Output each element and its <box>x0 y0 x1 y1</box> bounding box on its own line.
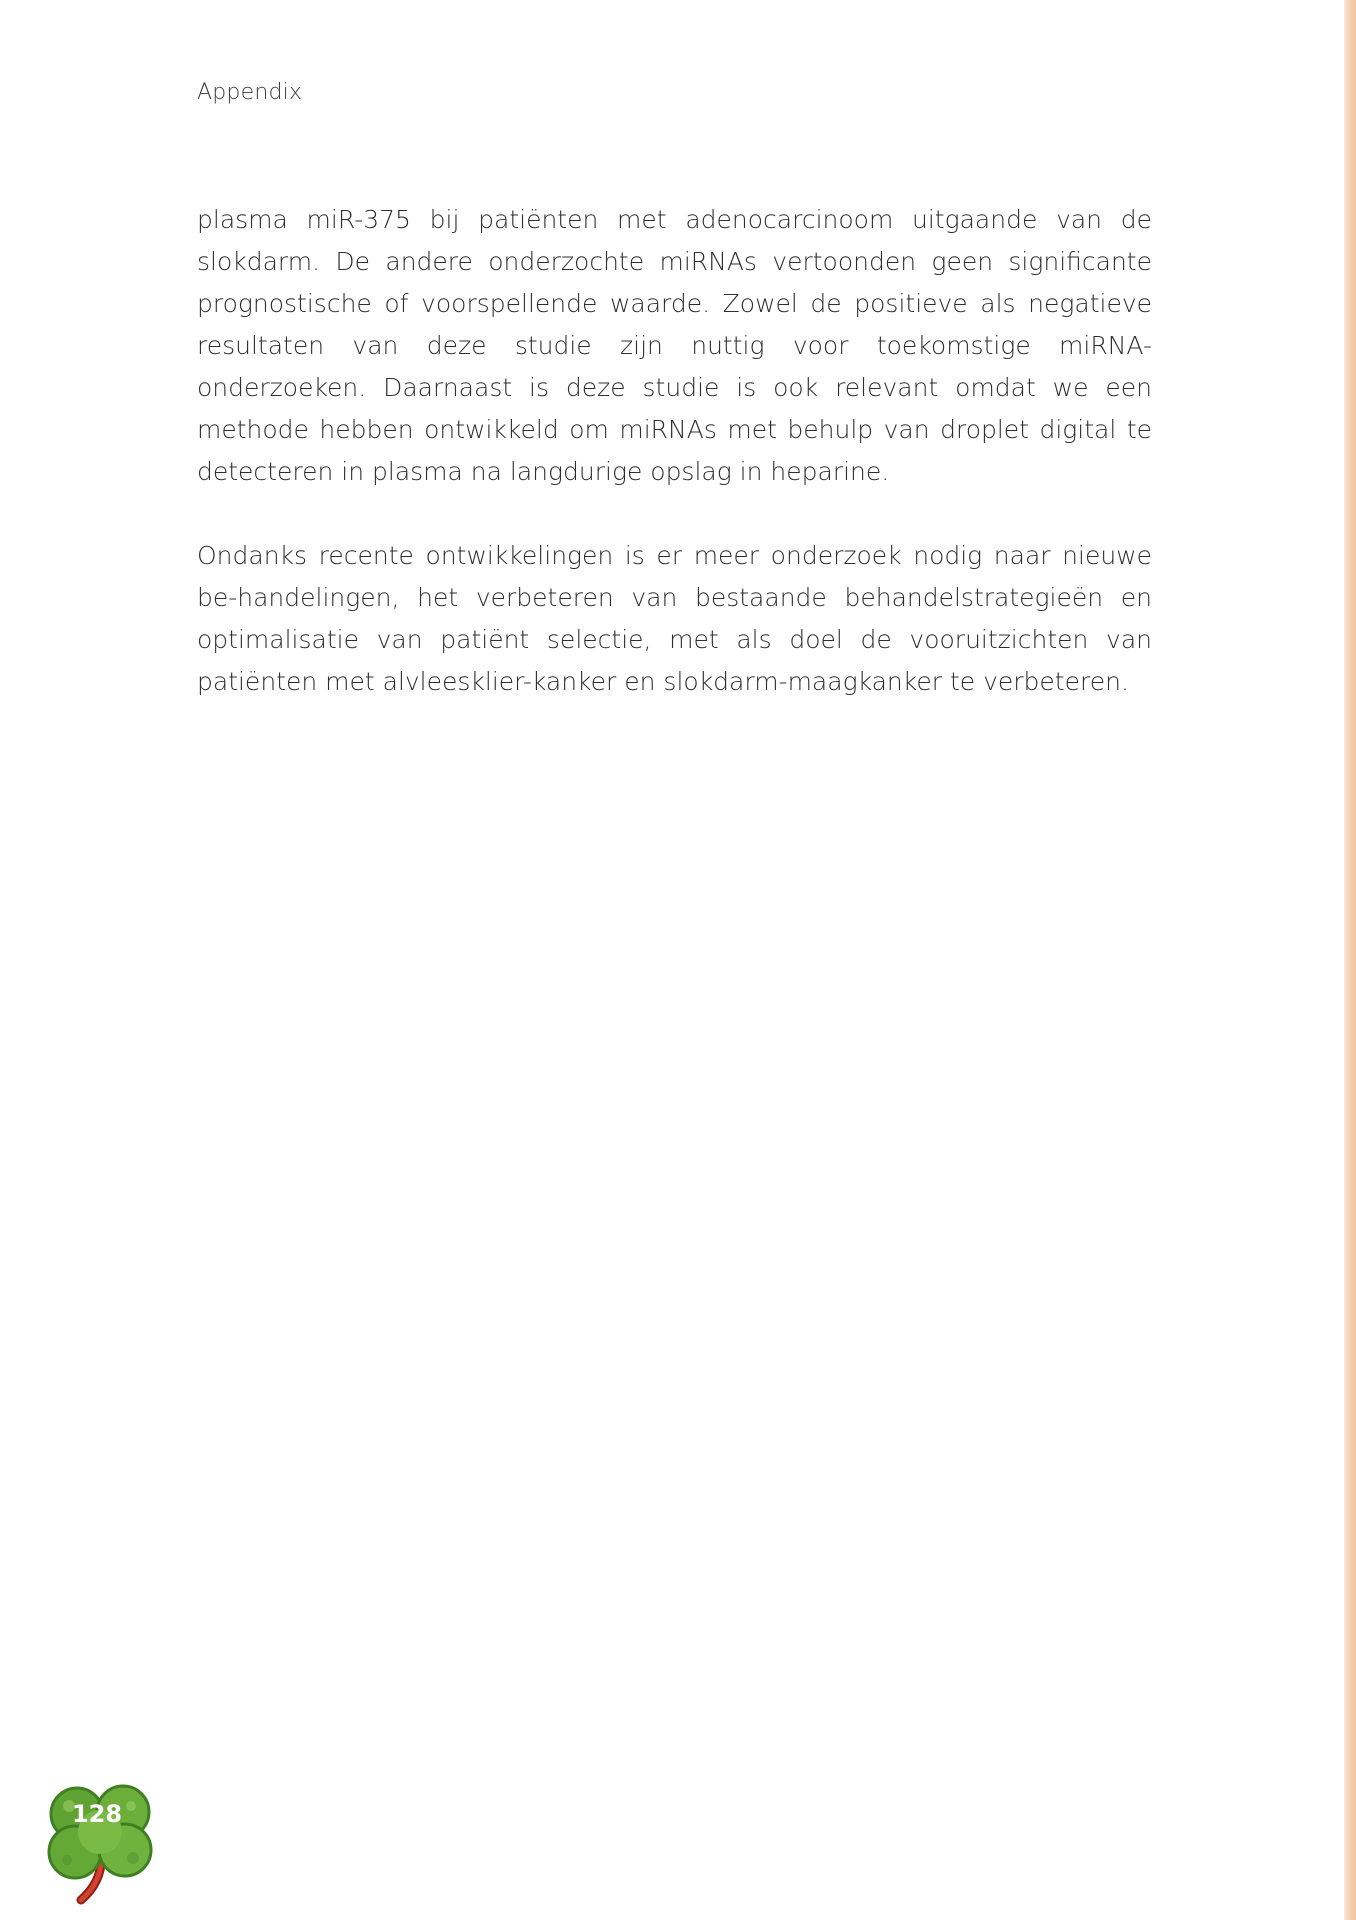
page-number: 128 <box>71 1800 123 1828</box>
body-text <box>197 199 1152 745</box>
page-edge-strip <box>1344 0 1356 1920</box>
paragraph-2: Ondanks recente ontwikkelingen is er meer onderzoek nodig naar nieuwe be-handelingen, het verbeteren van bestaande behandelstrategieën en optimalisatie van patiënt selectie, met als doel de vooruitzichten van patiënten met alvleesklier-kanker en slokdarm-maagkanker te verbeteren. <box>197 541 1152 696</box>
running-header: Appendix <box>197 80 303 105</box>
paragraph-1: plasma miR-375 bij patiënten met adenocarcinoom uitgaande van de slokdarm. De andere onderzochte miRNAs vertoonden geen significante prognostische of voorspellende waarde. Zowel de positieve als negatieve resultaten van deze studie zijn nuttig voor toekomstige miRNA-onderzoeken. Daarnaast is deze studie is ook relevant omdat we een methode hebben ontwikkeld om miRNAs met behulp van droplet digital te detecteren in plasma na langdurige opslag in heparine. <box>197 205 1152 486</box>
